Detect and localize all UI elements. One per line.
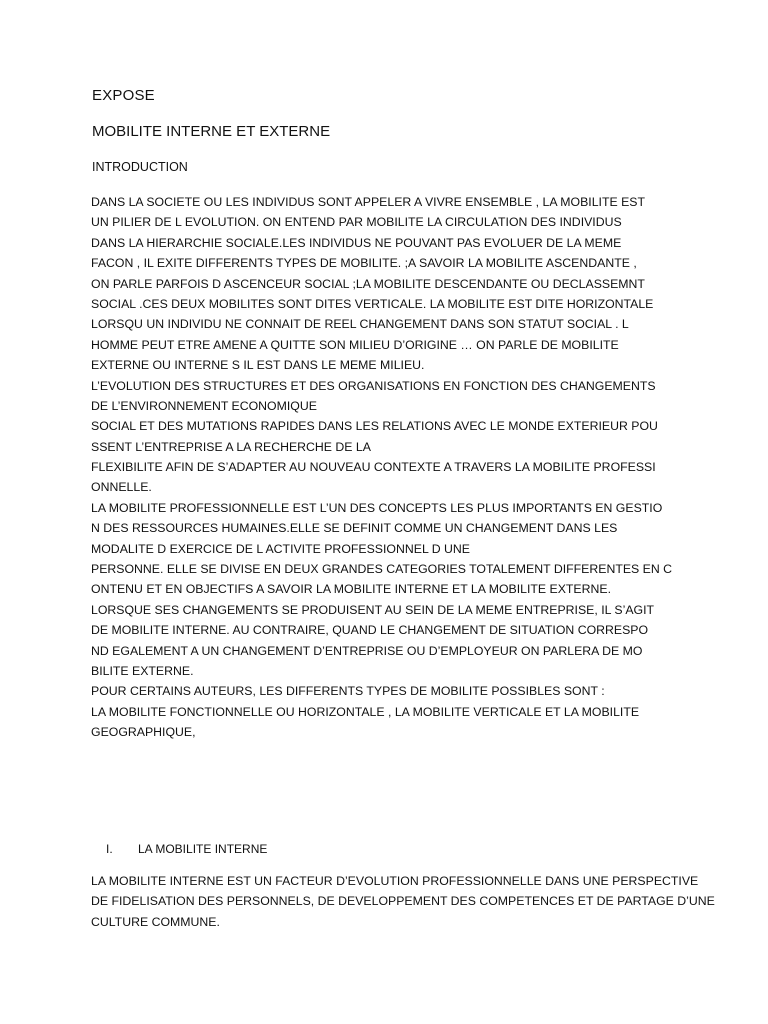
text-line: DE L’ENVIRONNEMENT ECONOMIQUE xyxy=(91,398,317,413)
section-title: LA MOBILITE INTERNE xyxy=(138,842,268,856)
section-number: I. xyxy=(106,842,113,856)
text-line: LA MOBILITE PROFESSIONNELLE EST L’UN DES CONCEPTS LES PLUS IMPORTANTS EN GESTIO xyxy=(91,500,663,515)
text-line: SOCIAL ET DES MUTATIONS RAPIDES DANS LES RELATIONS AVEC LE MONDE EXTERIEUR POU xyxy=(91,419,658,434)
text-line: SOCIAL .CES DEUX MOBILITES SONT DITES VERTICALE. LA MOBILITE EST DITE HORIZONTALE xyxy=(91,296,654,311)
section-body-mobilite-interne xyxy=(91,871,715,932)
text-line: DANS LA SOCIETE OU LES INDIVIDUS SONT APPELER A VIVRE ENSEMBLE , LA MOBILITE EST xyxy=(91,195,645,209)
text-line: SSENT L’ENTREPRISE A LA RECHERCHE DE LA xyxy=(91,439,371,454)
section-heading-mobilite-interne xyxy=(106,842,267,856)
text-line: ND EGALEMENT A UN CHANGEMENT D’ENTREPRISE OU D’EMPLOYEUR ON PARLERA DE MO xyxy=(91,643,643,658)
text-line: MODALITE D EXERCICE DE L ACTIVITE PROFESSIONNEL D UNE xyxy=(91,541,470,556)
text-line: DANS LA HIERARCHIE SOCIALE.LES INDIVIDUS NE POUVANT PAS EVOLUER DE LA MEME xyxy=(91,235,622,250)
text-line: POUR CERTAINS AUTEURS, LES DIFFERENTS TYPES DE MOBILITE POSSIBLES SONT : xyxy=(91,684,605,699)
text-line: ONNELLE. xyxy=(91,480,152,495)
text-line: PERSONNE. ELLE SE DIVISE EN DEUX GRANDES CATEGORIES TOTALEMENT DIFFERENTES EN C xyxy=(91,562,673,577)
text-line: LORSQUE SES CHANGEMENTS SE PRODUISENT AU SEIN DE LA MEME ENTREPRISE, IL S’AGIT xyxy=(91,602,655,617)
text-line: FACON , IL EXITE DIFFERENTS TYPES DE MOBILITE. ;A SAVOIR LA MOBILITE ASCENDANTE , xyxy=(91,256,637,271)
text-line: HOMME PEUT ETRE AMENE A QUITTE SON MILIEU D’ORIGINE … ON PARLE DE MOBILITE xyxy=(91,337,619,352)
text-line: LA MOBILITE INTERNE EST UN FACTEUR D’EVOLUTION PROFESSIONNELLE DANS UNE PERSPECTIVE xyxy=(91,874,699,888)
text-line: LA MOBILITE FONCTIONNELLE OU HORIZONTALE , LA MOBILITE VERTICALE ET LA MOBILITE xyxy=(91,704,640,719)
text-line: L’EVOLUTION DES STRUCTURES ET DES ORGANISATIONS EN FONCTION DES CHANGEMENTS xyxy=(91,378,656,393)
text-line: DE MOBILITE INTERNE. AU CONTRAIRE, QUAND LE CHANGEMENT DE SITUATION CORRESPO xyxy=(91,623,649,638)
text-line: CULTURE COMMUNE. xyxy=(91,914,220,929)
text-line: UN PILIER DE L EVOLUTION. ON ENTEND PAR MOBILITE LA CIRCULATION DES INDIVIDUS xyxy=(91,215,622,230)
text-line: LORSQU UN INDIVIDU NE CONNAIT DE REEL CHANGEMENT DANS SON STATUT SOCIAL . L xyxy=(91,317,629,332)
text-line: BILITE EXTERNE. xyxy=(91,663,194,678)
text-line: N DES RESSOURCES HUMAINES.ELLE SE DEFINIT COMME UN CHANGEMENT DANS LES xyxy=(91,521,618,536)
introduction-heading: INTRODUCTION xyxy=(92,160,188,174)
text-line: ONTENU ET EN OBJECTIFS A SAVOIR LA MOBILITE INTERNE ET LA MOBILITE EXTERNE. xyxy=(91,582,612,597)
document-title: EXPOSE xyxy=(92,87,155,104)
text-line: FLEXIBILITE AFIN DE S’ADAPTER AU NOUVEAU CONTEXTE A TRAVERS LA MOBILITE PROFESSI xyxy=(91,460,656,475)
text-line: ON PARLE PARFOIS D ASCENCEUR SOCIAL ;LA MOBILITE DESCENDANTE OU DECLASSEMNT xyxy=(91,276,645,291)
document-subtitle: MOBILITE INTERNE ET EXTERNE xyxy=(92,123,331,140)
text-line: DE FIDELISATION DES PERSONNELS, DE DEVELOPPEMENT DES COMPETENCES ET DE PARTAGE D’UNE xyxy=(91,894,715,909)
text-line: GEOGRAPHIQUE, xyxy=(91,725,196,740)
introduction-body xyxy=(91,192,691,743)
text-line: EXTERNE OU INTERNE S IL EST DANS LE MEME MILIEU. xyxy=(91,358,425,373)
